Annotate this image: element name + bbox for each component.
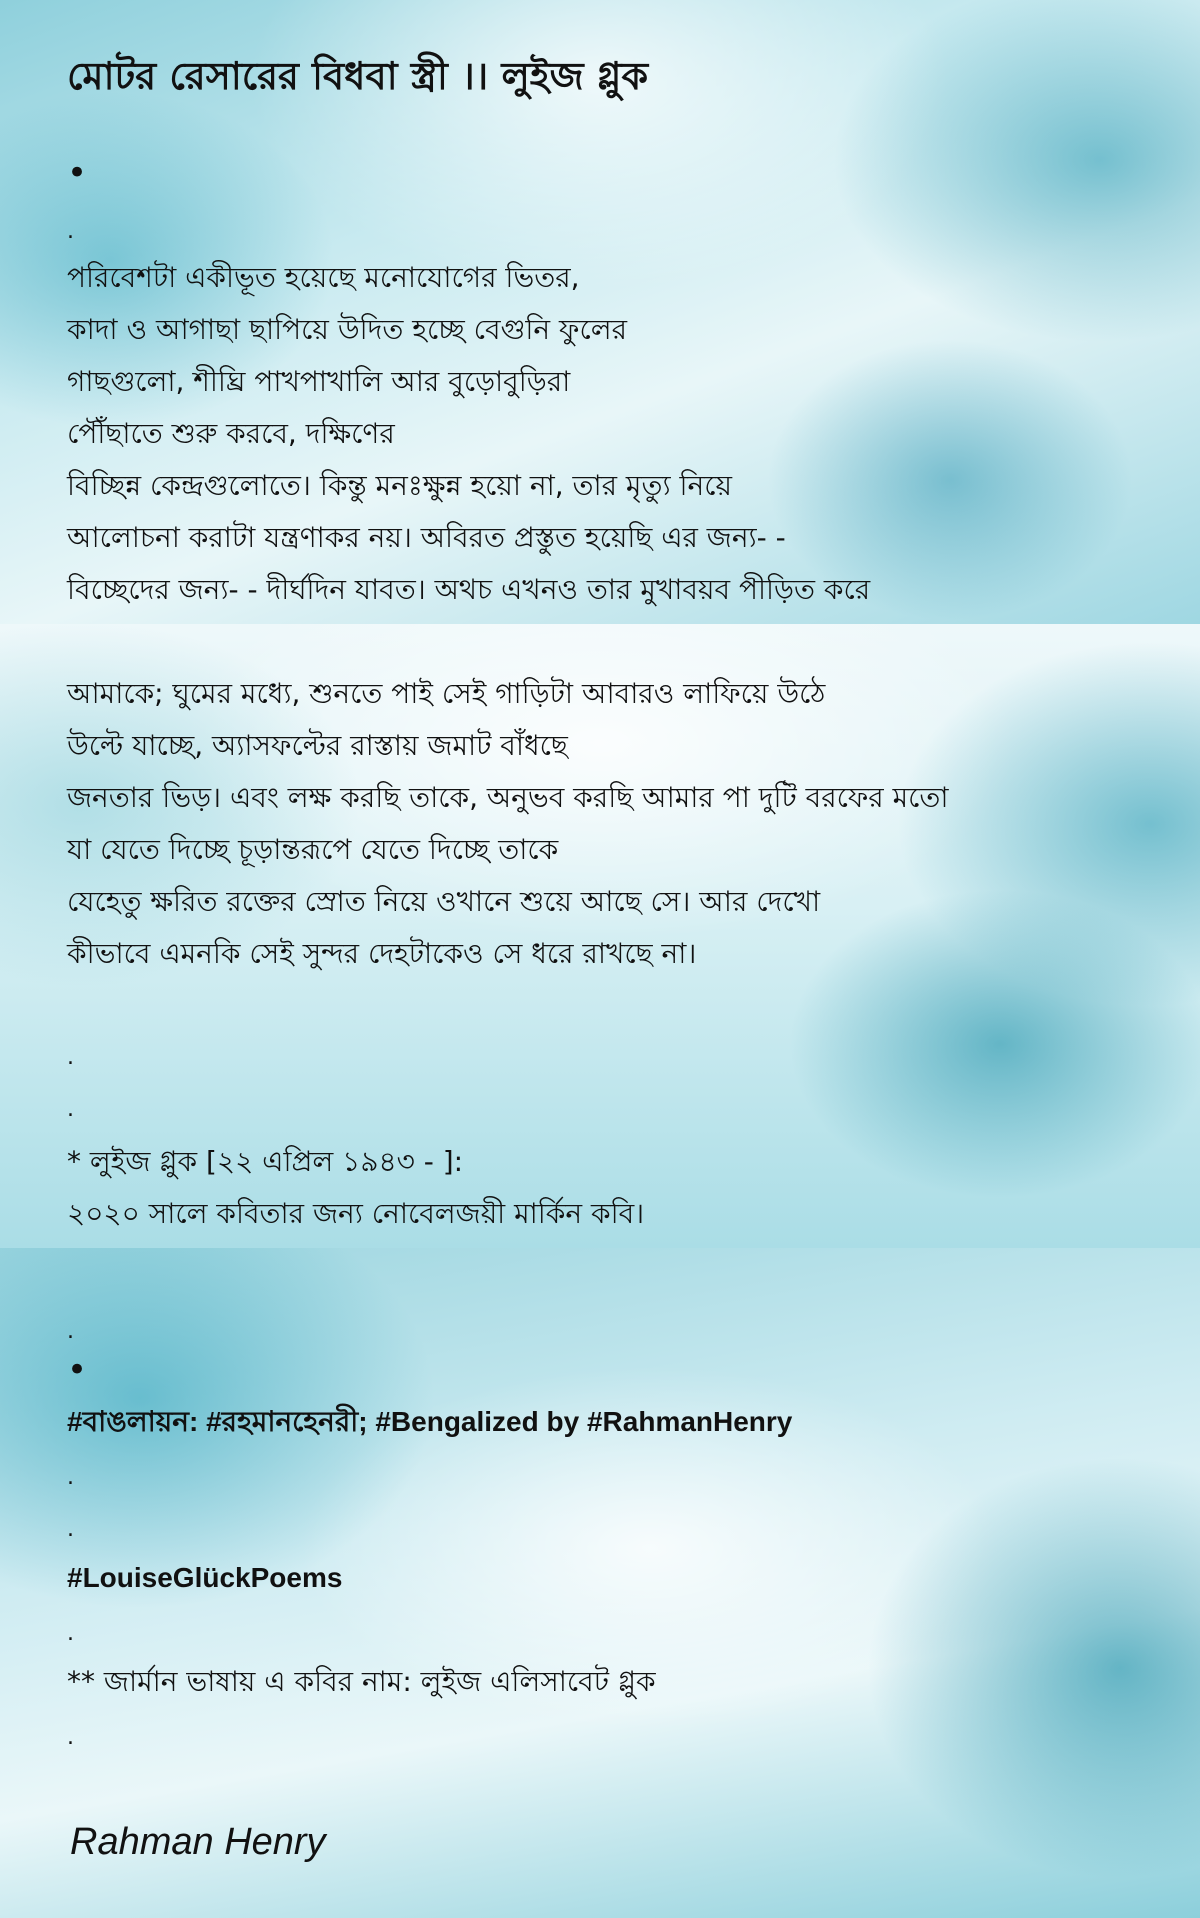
translation-credit: #বাঙলায়ন: #রহমানহেনরী; #Bengalized by #RahmanHenry: [67, 1406, 793, 1437]
poem-line: আলোচনা করাটা যন্ত্রণাকর নয়। অবিরত প্রস্তুত হয়েছি এর জন্য- -: [67, 521, 786, 554]
poem-title: মোটর রেসারের বিধবা স্ত্রী ।। লুইজ গ্লুক: [67, 54, 649, 98]
poem-line: বিচ্ছিন্ন কেন্দ্রগুলোতে। কিন্তু মনঃক্ষুন্ন হয়ো না, তার মৃত্যু নিয়ে: [67, 469, 732, 502]
bullet-marker: •: [67, 1350, 88, 1390]
poem-line: বিচ্ছেদের জন্য- - দীর্ঘদিন যাবত। অথচ এখনও তার মুখাবয়ব পীড়িত করে: [67, 573, 871, 606]
separator-dot: .: [67, 1097, 74, 1122]
poem-line: যা যেতে দিচ্ছে চূড়ান্তরূপে যেতে দিচ্ছে তাকে: [67, 833, 559, 866]
separator-dot: .: [67, 1725, 74, 1750]
poem-line: যেহেতু ক্ষরিত রক্তের স্রোত নিয়ে ওখানে শুয়ে আছে সে। আর দেখো: [67, 885, 821, 918]
separator-dot: .: [67, 1621, 74, 1646]
author-signature: Rahman Henry: [70, 1821, 326, 1863]
separator-dot: .: [67, 219, 74, 244]
note-line: * লুইজ গ্লুক [২২ এপ্রিল ১৯৪৩ - ]:: [67, 1145, 464, 1178]
poem-line: জনতার ভিড়। এবং লক্ষ করছি তাকে, অনুভব করছি আমার পা দুটি বরফের মতো: [67, 781, 949, 814]
note-line: ২০২০ সালে কবিতার জন্য নোবেলজয়ী মার্কিন কবি।: [67, 1197, 645, 1230]
german-name-note: ** জার্মান ভাষায় এ কবির নাম: লুইজ এলিসাবেট গ্লুক: [67, 1665, 656, 1698]
bullet-marker: •: [67, 153, 88, 193]
separator-dot: .: [67, 1465, 74, 1490]
poem-line: কীভাবে এমনকি সেই সুন্দর দেহটাকেও সে ধরে রাখছে না।: [67, 937, 697, 970]
separator-dot: .: [67, 1045, 74, 1070]
poem-line: পৌঁছাতে শুরু করবে, দক্ষিণের: [67, 417, 395, 450]
poem-line: কাদা ও আগাছা ছাপিয়ে উদিত হচ্ছে বেগুনি ফুলের: [67, 313, 628, 346]
separator-dot: .: [67, 1319, 74, 1344]
hashtag-line: #LouiseGlückPoems: [67, 1562, 343, 1593]
poem-line: উল্টে যাচ্ছে, অ্যাসফল্টের রাস্তায় জমাট বাঁধছে: [67, 729, 568, 762]
poem-line: গাছগুলো, শীঘ্রি পাখপাখালি আর বুড়োবুড়িরা: [67, 365, 571, 398]
background-band-bottom: [0, 1248, 1200, 1918]
background-band-top: [0, 0, 1200, 624]
poem-line: পরিবেশটা একীভূত হয়েছে মনোযোগের ভিতর,: [67, 261, 580, 294]
background-band-middle: [0, 624, 1200, 1248]
separator-dot: .: [67, 1517, 74, 1542]
poem-line: আমাকে; ঘুমের মধ্যে, শুনতে পাই সেই গাড়িটা আবারও লাফিয়ে উঠে: [67, 677, 826, 710]
